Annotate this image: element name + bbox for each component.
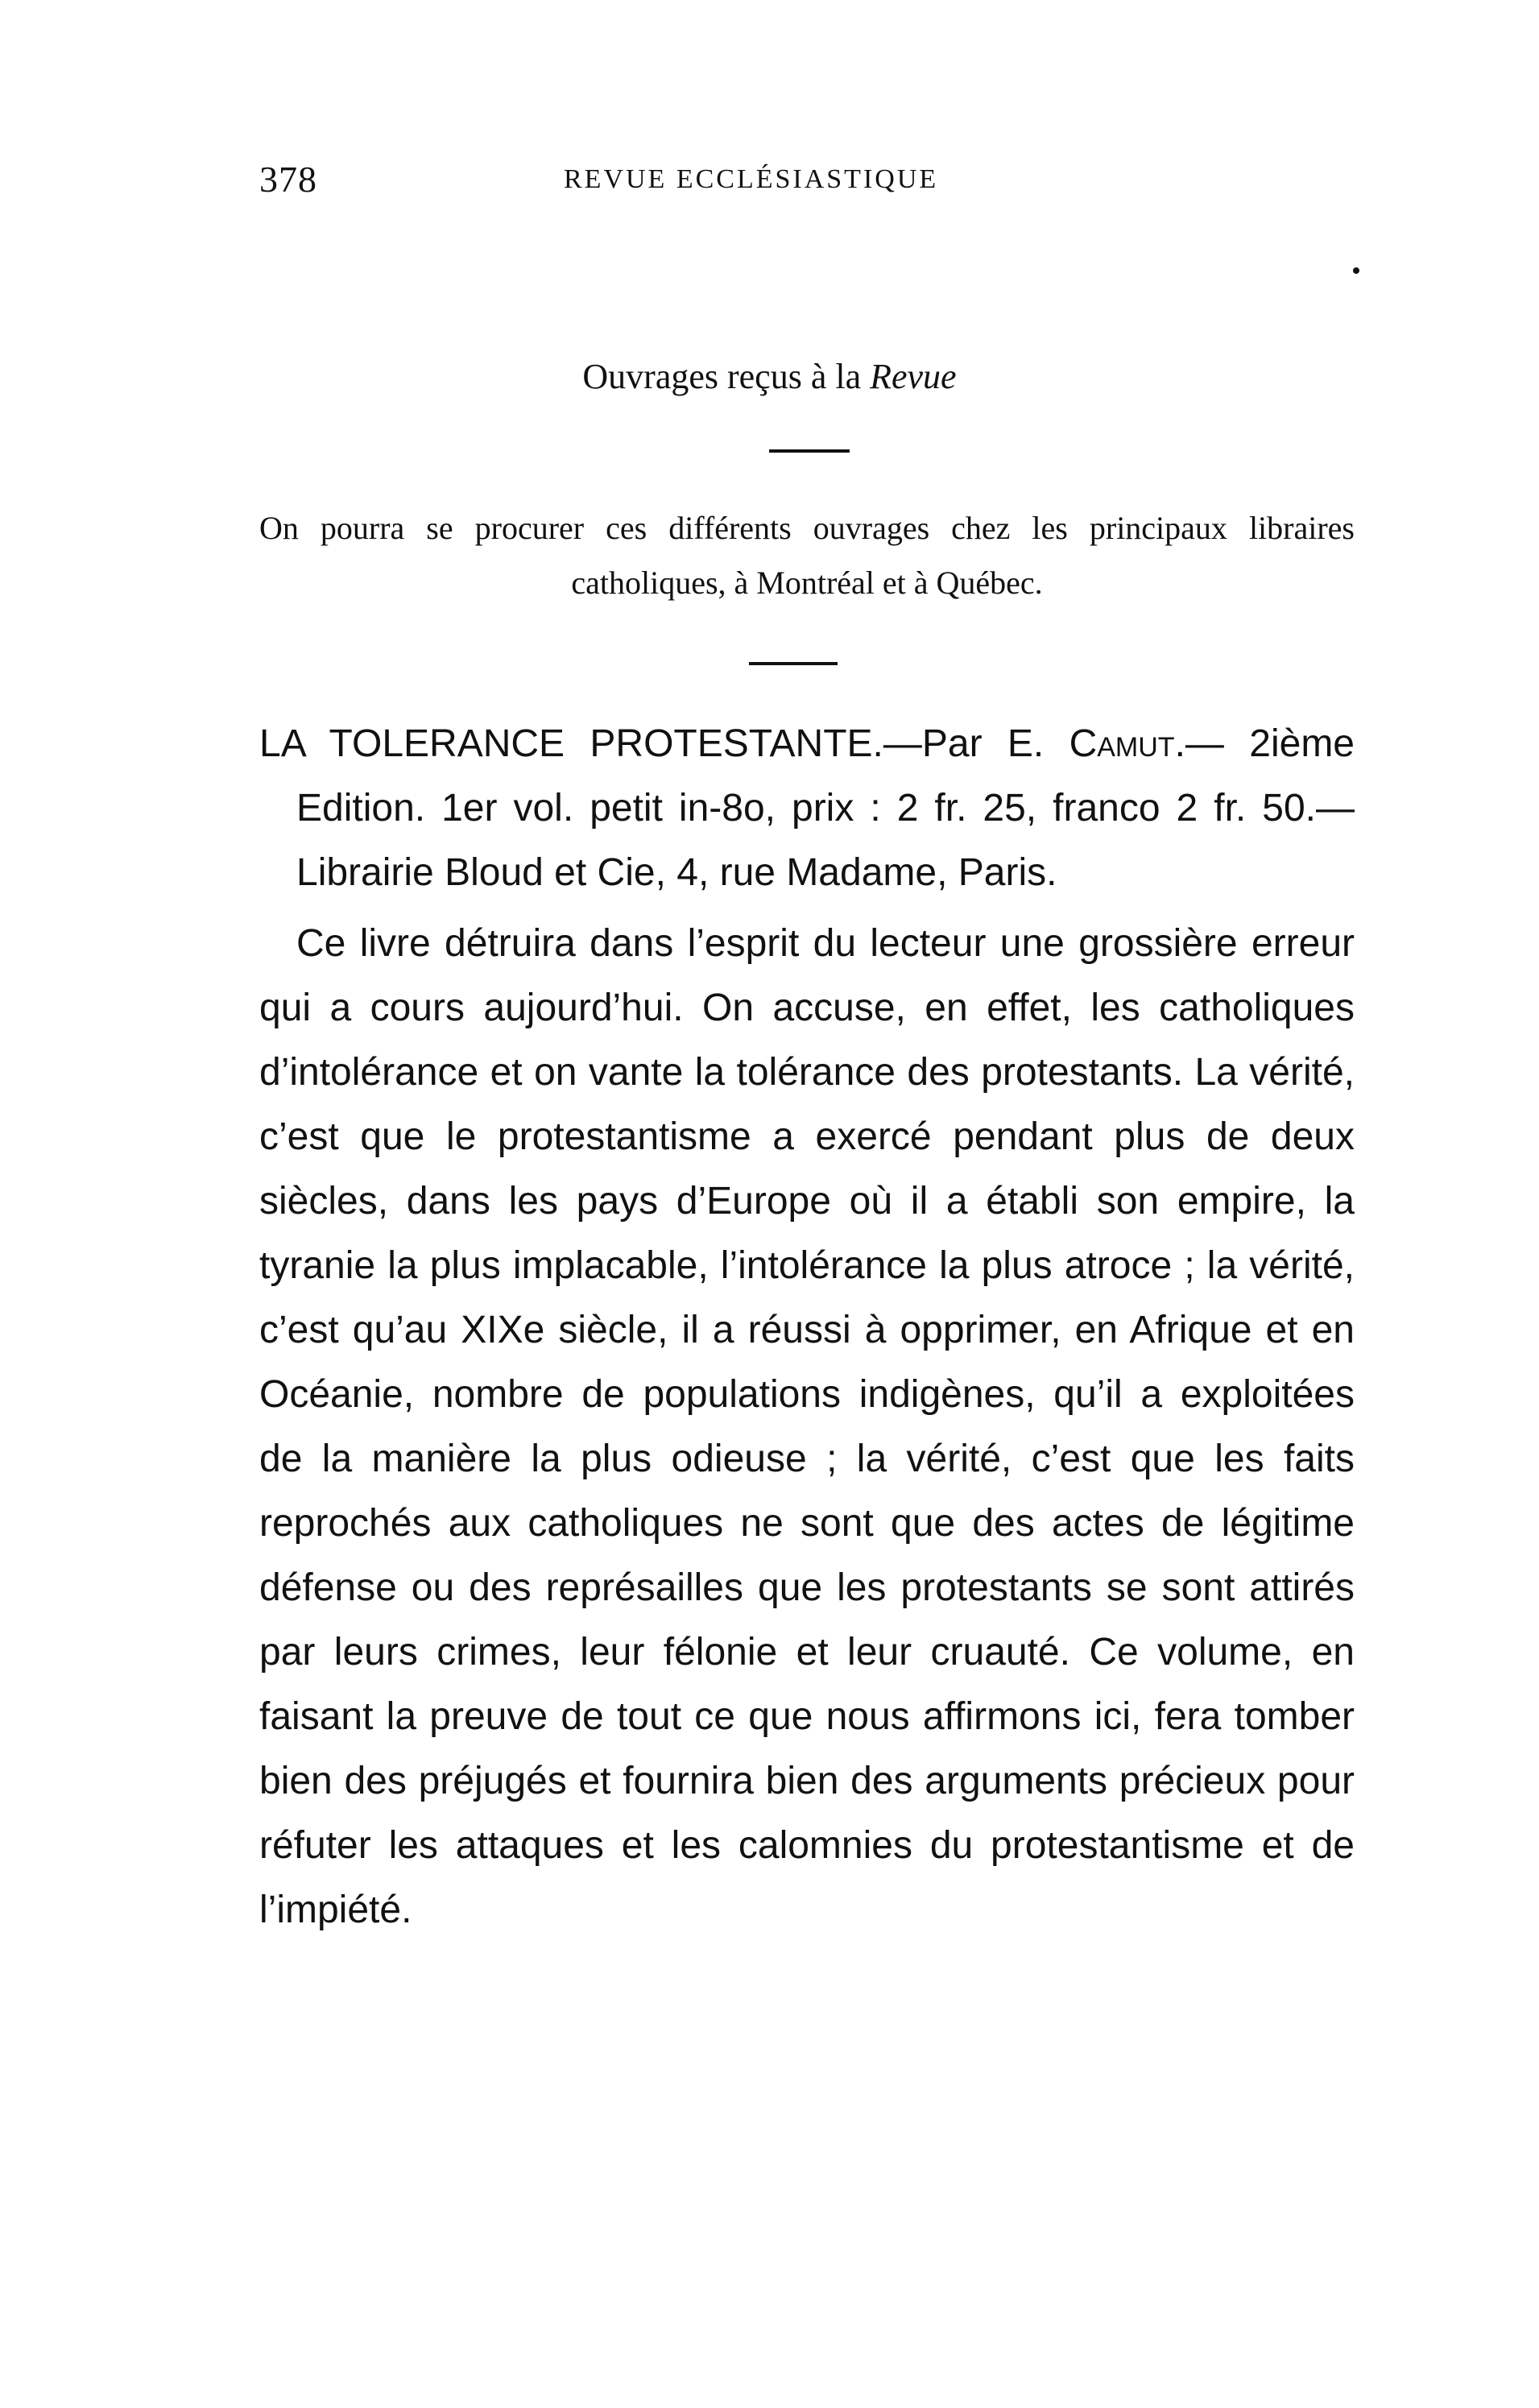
entry-body: Ce livre détruira dans l’esprit du lecteur une grossière erreur qui a cours aujourd’hui. On accuse, en effet, les catholiques d’intolérance et on vante la tolérance des protestants. La vérité, c’est que le protestantisme a exercé pendant plus de deux siècles, dans les pays d’Europe où il a établi son empire, la tyranie la plus implacable, l’intolérance la plus atroce ; la vérité, c’est qu’au XIXe siècle, il a réussi à opprimer, en Afrique et en Océanie, nombre de populations indigènes, qu’il a exploitées de la manière la plus odieuse ; la vérité, c’est que les faits reprochés aux catholiques ne sont que des actes de légitime défense ou des représailles que les protestants se sont attirés par leurs crimes, leur félonie et leur cruauté. Ce volume, en faisant la preuve de tout ce que nous affirmons ici, fera tomber bien des préjugés et fournira bien des arguments précieux pour réfuter les attaques et les calomnies du protestantisme et de l’impiété. [259,922,1355,1931]
section-title-text: Ouvrages reçus à la [582,357,871,396]
entry-author: E. Camut. [1007,722,1185,765]
entry-details: — 2ième Edition. 1er vol. petit in-8o, prix : 2 fr. 25, franco 2 fr. 50.—Librairie Bloud et Cie, 4, rue Madame, Paris. [296,722,1355,894]
running-head: REVUE ECCLÉSIASTIQUE [564,164,939,194]
section-title-revue: Revue [870,357,957,396]
page-number: 378 [259,159,317,200]
divider-rule [769,449,850,453]
notice-text: On pourra se procurer ces différents ouvrages chez les principaux libraires catholiques, à Montréal et à Québec. [259,510,1355,601]
entry-title: LA TOLERANCE PROTESTANTE.—Par [259,722,1007,765]
divider-rule [749,662,838,665]
book-entry [259,712,1355,1943]
stray-mark [1353,267,1359,274]
notice [259,501,1355,610]
entry-header [259,712,1355,905]
section-title [0,356,1539,397]
